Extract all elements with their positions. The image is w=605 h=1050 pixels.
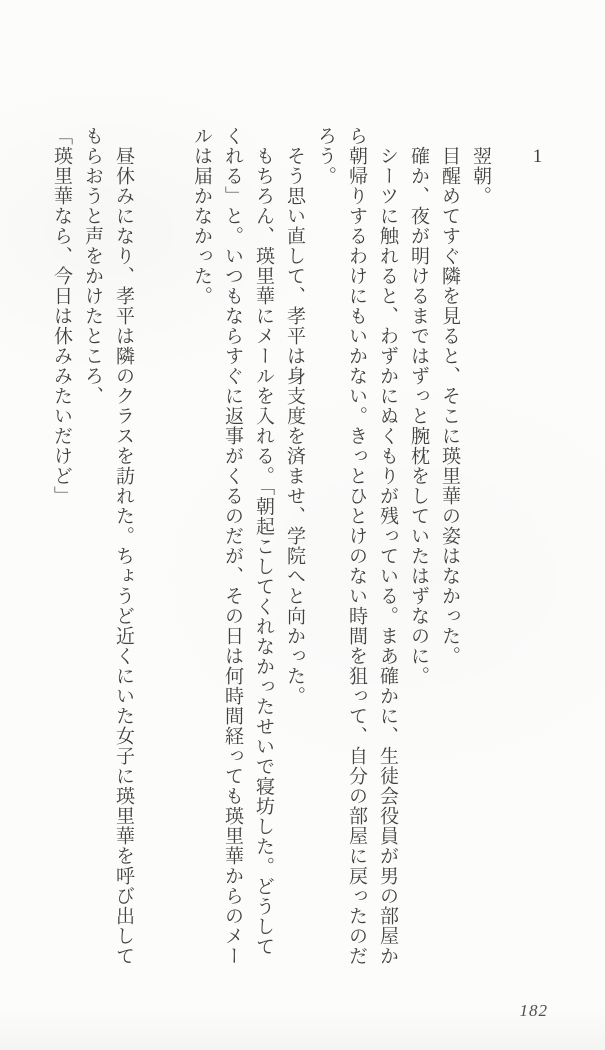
page-number: 182 bbox=[519, 1001, 548, 1020]
paragraph: もちろん、瑛里華にメールを入れる。「朝起こしてくれなかったせいで寝坊した。どうしてくれる」と。いつもならすぐに返事がくるのだが、その日は何時間経っても瑛里華からのメールは届かなかった。 bbox=[191, 126, 274, 966]
section-number-line bbox=[522, 126, 553, 970]
paragraph: 目醒めてすぐ隣を見ると、そこに瑛里華の姿はなかった。 bbox=[439, 146, 460, 666]
paragraph: シーツに触れると、わずかにぬくもりが残っている。まあ確かに、生徒会役員が男の部屋から朝帰りするわけにもいかない。きっとひとけのない時間を狙って、自分の部屋に戻ったのだろう。 bbox=[315, 126, 398, 966]
paragraph: そう思い直して、孝平は身支度を済ませ、学院へと向かった。 bbox=[284, 146, 305, 706]
paragraph: 翌朝。 bbox=[470, 146, 491, 206]
dialogue-paragraph: 「瑛里華なら、今日は休みみたいだけど」 bbox=[51, 126, 72, 506]
paragraph: 確か、夜が明けるまではずっと腕枕をしていたはずなのに。 bbox=[408, 146, 429, 686]
paragraph: 昼休みになり、孝平は隣のクラスを訪れた。ちょうど近くにいた女子に瑛里華を呼び出してもらおうと声をかけたところ、 bbox=[82, 126, 134, 966]
page-text bbox=[46, 126, 553, 970]
section-number: 1 bbox=[527, 146, 548, 168]
